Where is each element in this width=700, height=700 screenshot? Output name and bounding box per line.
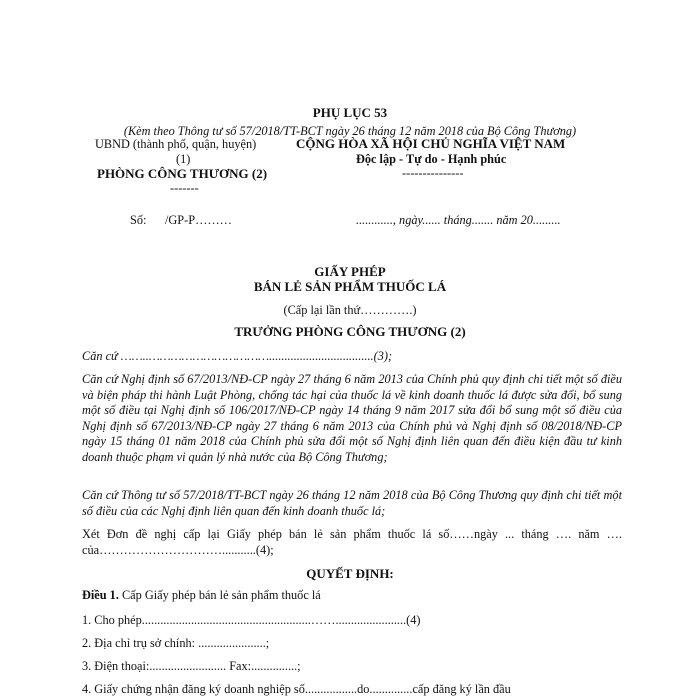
issuer-ubnd: UBND (thành phố, quận, huyện) [95,137,257,151]
issuing-authority: TRƯỞNG PHÒNG CÔNG THƯƠNG (2) [234,324,466,339]
legal-basis-1: Căn cứ ……..……………………………..................................(3); [82,349,393,363]
issuer-department: PHÒNG CÔNG THƯƠNG (2) [97,166,268,181]
item-business-registration: 4. Giấy chứng nhận đăng ký doanh nghiệp số.................do..............cấp đăng ký lần đầu [82,682,511,696]
decision-heading: QUYẾT ĐỊNH: [306,566,394,581]
article-1-label: Điều 1. [82,588,119,602]
document-number-value: /GP-P……… [165,213,232,227]
appendix-subtitle: (Kèm theo Thông tư số 57/2018/TT-BCT ngày 26 tháng 12 năm 2018 của Bộ Công Thương) [123,124,577,138]
date-line: ............, ngày...... tháng....... năm 20......... [356,213,561,227]
issuer-note-1: (1) [176,152,191,166]
article-1 [82,588,321,603]
reissue-note: (Cấp lại lần thứ………….) [283,303,417,317]
document-number-label: Số: [130,213,147,227]
legal-basis-2: Căn cứ Nghị định số 67/2013/NĐ-CP ngày 27 tháng 6 năm 2013 của Chính phủ quy định chi tiết một số điều và biện pháp thi hành Luật Phòng, chống tác hại của thuốc lá về kinh doanh thuốc lá được sửa đổi, bổ sung một số điều tại Nghị định số 106/2017/NĐ-CP ngày 14 tháng 9 năm 2017 sửa đổi bổ sung một số điều của Nghị định số 67/2013/NĐ-CP ngày 27 tháng 6 năm 2013 của Chính phủ và Nghị định số 08/2018/NĐ-CP ngày 15 tháng 01 năm 2018 của Chính phủ sửa đổi một số Nghị định liên quan đến điều kiện đầu tư kinh doanh thuộc phạm vi quản lý nhà nước của Bộ Công Thương; [82,372,622,464]
legal-basis-3: Căn cứ Thông tư số 57/2018/TT-BCT ngày 26 tháng 12 năm 2018 của Bộ Công Thương quy định chi tiết một số điều của các Nghị định liên quan đến kinh doanh thuốc lá; [82,488,622,518]
national-motto: Độc lập - Tự do - Hạnh phúc [356,152,507,166]
item-head-office-address: 2. Địa chỉ trụ sở chính: ......................; [82,636,270,650]
appendix-title: PHỤ LỤC 53 [312,105,388,120]
application-review: Xét Đơn đề nghị cấp lại Giấy phép bán lẻ sản phẩm thuốc lá số……ngày ... tháng …. năm …. của…………………………...........(4); [82,527,622,557]
article-1-text: Cấp Giấy phép bán lẻ sản phẩm thuốc lá [118,588,321,602]
issuer-divider: ------- [170,181,199,195]
item-permit-holder: 1. Cho phép.......................................................…….......................(4) [82,613,421,627]
national-title: CỘNG HÒA XÃ HỘI CHỦ NGHĨA VIỆT NAM [296,136,566,151]
license-subtitle: BÁN LẺ SẢN PHẨM THUỐC LÁ [253,279,447,294]
national-divider: --------------- [402,166,464,180]
license-title: GIẤY PHÉP [314,264,386,279]
item-phone-fax: 3. Điện thoại:......................... Fax:...............; [82,659,301,673]
